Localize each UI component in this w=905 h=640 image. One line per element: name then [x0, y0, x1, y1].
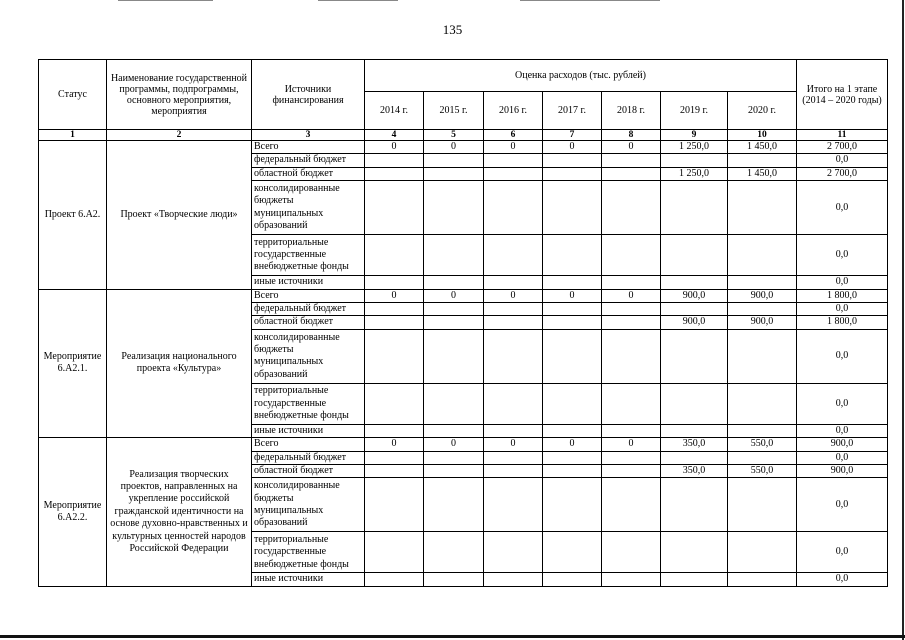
year-value-cell	[602, 424, 661, 437]
year-value-cell	[424, 573, 484, 586]
year-value-cell	[602, 181, 661, 235]
year-value-cell: 1 250,0	[661, 167, 728, 180]
year-value-cell	[661, 451, 728, 464]
total-value-cell: 0,0	[797, 424, 888, 437]
year-value-cell	[365, 451, 424, 464]
status-cell: Мероприятие 6.А2.2.	[39, 438, 107, 587]
year-value-cell: 0	[602, 141, 661, 154]
year-value-cell	[424, 532, 484, 573]
year-value-cell	[365, 532, 424, 573]
total-value-cell: 1 800,0	[797, 289, 888, 302]
year-value-cell	[365, 383, 424, 424]
header-year: 2015 г.	[424, 92, 484, 130]
total-value-cell: 0,0	[797, 154, 888, 167]
year-value-cell	[484, 235, 543, 276]
total-value-cell: 0,0	[797, 478, 888, 532]
year-value-cell: 0	[484, 438, 543, 451]
year-value-cell	[543, 235, 602, 276]
column-number: 11	[797, 130, 888, 141]
header-status: Статус	[39, 60, 107, 130]
year-value-cell	[424, 181, 484, 235]
right-scan-edge	[902, 0, 904, 640]
year-value-cell	[484, 154, 543, 167]
column-number: 6	[484, 130, 543, 141]
top-scan-line-left	[118, 0, 213, 1]
source-cell: федеральный бюджет	[252, 451, 365, 464]
column-number: 4	[365, 130, 424, 141]
source-cell: территориальные государственные внебюджетные фонды	[252, 383, 365, 424]
year-value-cell	[728, 235, 797, 276]
table-row	[39, 438, 888, 451]
year-value-cell	[543, 532, 602, 573]
source-cell: федеральный бюджет	[252, 303, 365, 316]
header-row-top	[39, 60, 888, 92]
source-cell: областной бюджет	[252, 316, 365, 329]
year-value-cell	[543, 424, 602, 437]
year-value-cell: 0	[484, 141, 543, 154]
source-cell: федеральный бюджет	[252, 154, 365, 167]
column-number-row	[39, 130, 888, 141]
column-number: 10	[728, 130, 797, 141]
year-value-cell: 550,0	[728, 438, 797, 451]
total-value-cell: 0,0	[797, 451, 888, 464]
year-value-cell	[661, 573, 728, 586]
year-value-cell	[543, 573, 602, 586]
year-value-cell	[424, 465, 484, 478]
year-value-cell: 900,0	[661, 316, 728, 329]
year-value-cell: 0	[424, 438, 484, 451]
year-value-cell	[543, 276, 602, 289]
header-name: Наименование государственной программы, подпрограммы, основного мероприятия, мероприятия	[107, 60, 252, 130]
year-value-cell	[728, 303, 797, 316]
year-value-cell	[424, 235, 484, 276]
year-value-cell: 0	[424, 289, 484, 302]
year-value-cell	[602, 532, 661, 573]
header-year: 2014 г.	[365, 92, 424, 130]
year-value-cell: 0	[424, 141, 484, 154]
year-value-cell	[484, 329, 543, 383]
source-cell: Всего	[252, 289, 365, 302]
year-value-cell	[728, 424, 797, 437]
column-number: 2	[107, 130, 252, 141]
year-value-cell	[661, 478, 728, 532]
column-number: 9	[661, 130, 728, 141]
year-value-cell	[484, 383, 543, 424]
year-value-cell	[728, 329, 797, 383]
year-value-cell: 350,0	[661, 438, 728, 451]
header-year: 2020 г.	[728, 92, 797, 130]
year-value-cell	[602, 573, 661, 586]
year-value-cell: 0	[365, 141, 424, 154]
year-value-cell	[365, 276, 424, 289]
total-value-cell: 2 700,0	[797, 167, 888, 180]
total-value-cell: 900,0	[797, 465, 888, 478]
year-value-cell	[543, 451, 602, 464]
year-value-cell: 0	[365, 289, 424, 302]
source-cell: областной бюджет	[252, 167, 365, 180]
year-value-cell	[602, 383, 661, 424]
year-value-cell	[602, 167, 661, 180]
total-value-cell: 1 800,0	[797, 316, 888, 329]
year-value-cell: 350,0	[661, 465, 728, 478]
status-cell: Проект 6.А2.	[39, 141, 107, 290]
year-value-cell	[484, 276, 543, 289]
year-value-cell	[543, 181, 602, 235]
year-value-cell	[543, 303, 602, 316]
year-value-cell	[424, 383, 484, 424]
column-number: 8	[602, 130, 661, 141]
header-estimate: Оценка расходов (тыс. рублей)	[365, 60, 797, 92]
source-cell: территориальные государственные внебюджетные фонды	[252, 532, 365, 573]
year-value-cell	[365, 154, 424, 167]
year-value-cell	[543, 316, 602, 329]
year-value-cell	[365, 424, 424, 437]
year-value-cell	[602, 478, 661, 532]
year-value-cell	[543, 383, 602, 424]
column-number: 1	[39, 130, 107, 141]
year-value-cell: 0	[543, 141, 602, 154]
year-value-cell	[602, 465, 661, 478]
header-sources: Источники финансирования	[252, 60, 365, 130]
year-value-cell	[484, 181, 543, 235]
column-number: 7	[543, 130, 602, 141]
top-scan-line-mid	[318, 0, 398, 1]
source-cell: иные источники	[252, 276, 365, 289]
total-value-cell: 0,0	[797, 329, 888, 383]
year-value-cell: 900,0	[728, 289, 797, 302]
year-value-cell: 1 450,0	[728, 141, 797, 154]
year-value-cell: 0	[602, 289, 661, 302]
total-value-cell: 0,0	[797, 383, 888, 424]
source-cell: консолидированные бюджеты муниципальных образований	[252, 478, 365, 532]
total-value-cell: 0,0	[797, 532, 888, 573]
year-value-cell	[365, 303, 424, 316]
year-value-cell	[543, 465, 602, 478]
total-value-cell: 0,0	[797, 235, 888, 276]
year-value-cell	[365, 181, 424, 235]
year-value-cell	[661, 532, 728, 573]
year-value-cell	[543, 167, 602, 180]
year-value-cell	[484, 465, 543, 478]
year-value-cell	[661, 154, 728, 167]
name-cell: Реализация творческих проектов, направленных на укрепление российской гражданской идентичности на основе духовно-нравственных и культурных ценностей народов Российской Федерации	[107, 438, 252, 587]
year-value-cell	[602, 329, 661, 383]
year-value-cell	[728, 451, 797, 464]
year-value-cell	[424, 478, 484, 532]
year-value-cell	[661, 383, 728, 424]
total-value-cell: 900,0	[797, 438, 888, 451]
year-value-cell	[728, 573, 797, 586]
year-value-cell	[661, 329, 728, 383]
source-cell: иные источники	[252, 573, 365, 586]
year-value-cell	[484, 532, 543, 573]
total-value-cell: 0,0	[797, 573, 888, 586]
name-cell: Проект «Творческие люди»	[107, 141, 252, 290]
year-value-cell	[661, 181, 728, 235]
year-value-cell	[424, 154, 484, 167]
header-year: 2017 г.	[543, 92, 602, 130]
bottom-scan-edge	[0, 635, 905, 638]
year-value-cell	[728, 181, 797, 235]
year-value-cell: 550,0	[728, 465, 797, 478]
year-value-cell	[365, 465, 424, 478]
year-value-cell: 900,0	[728, 316, 797, 329]
year-value-cell	[661, 303, 728, 316]
year-value-cell	[365, 573, 424, 586]
year-value-cell	[424, 329, 484, 383]
total-value-cell: 0,0	[797, 181, 888, 235]
top-scan-line-right	[520, 0, 660, 1]
year-value-cell: 0	[602, 438, 661, 451]
year-value-cell	[484, 316, 543, 329]
year-value-cell	[602, 316, 661, 329]
status-cell: Мероприятие 6.А2.1.	[39, 289, 107, 438]
year-value-cell	[602, 235, 661, 276]
year-value-cell	[543, 154, 602, 167]
source-cell: иные источники	[252, 424, 365, 437]
year-value-cell: 1 250,0	[661, 141, 728, 154]
year-value-cell	[365, 316, 424, 329]
year-value-cell: 1 450,0	[728, 167, 797, 180]
year-value-cell	[424, 276, 484, 289]
total-value-cell: 2 700,0	[797, 141, 888, 154]
year-value-cell	[484, 424, 543, 437]
year-value-cell	[424, 167, 484, 180]
year-value-cell	[728, 383, 797, 424]
header-year: 2018 г.	[602, 92, 661, 130]
year-value-cell: 0	[365, 438, 424, 451]
total-value-cell: 0,0	[797, 303, 888, 316]
year-value-cell	[365, 478, 424, 532]
column-number: 3	[252, 130, 365, 141]
year-value-cell	[365, 235, 424, 276]
year-value-cell: 0	[543, 438, 602, 451]
year-value-cell: 0	[484, 289, 543, 302]
total-value-cell: 0,0	[797, 276, 888, 289]
year-value-cell	[365, 167, 424, 180]
year-value-cell	[602, 303, 661, 316]
column-number: 5	[424, 130, 484, 141]
year-value-cell	[661, 424, 728, 437]
source-cell: Всего	[252, 438, 365, 451]
year-value-cell: 900,0	[661, 289, 728, 302]
year-value-cell	[424, 303, 484, 316]
year-value-cell	[484, 303, 543, 316]
year-value-cell	[424, 316, 484, 329]
year-value-cell	[424, 424, 484, 437]
year-value-cell	[484, 167, 543, 180]
year-value-cell	[365, 329, 424, 383]
table-row	[39, 141, 888, 154]
header-year: 2019 г.	[661, 92, 728, 130]
year-value-cell	[728, 532, 797, 573]
year-value-cell	[602, 276, 661, 289]
year-value-cell	[728, 276, 797, 289]
name-cell: Реализация национального проекта «Культура»	[107, 289, 252, 438]
source-cell: Всего	[252, 141, 365, 154]
year-value-cell	[484, 478, 543, 532]
year-value-cell	[484, 573, 543, 586]
source-cell: консолидированные бюджеты муниципальных образований	[252, 181, 365, 235]
table-row	[39, 289, 888, 302]
source-cell: областной бюджет	[252, 465, 365, 478]
year-value-cell	[484, 451, 543, 464]
year-value-cell	[602, 451, 661, 464]
year-value-cell	[543, 478, 602, 532]
year-value-cell	[661, 276, 728, 289]
source-cell: консолидированные бюджеты муниципальных образований	[252, 329, 365, 383]
year-value-cell	[661, 235, 728, 276]
page-number: 135	[442, 22, 463, 37]
year-value-cell	[543, 329, 602, 383]
year-value-cell	[728, 478, 797, 532]
year-value-cell	[602, 154, 661, 167]
year-value-cell	[728, 154, 797, 167]
budget-table	[38, 59, 888, 587]
header-year: 2016 г.	[484, 92, 543, 130]
source-cell: территориальные государственные внебюджетные фонды	[252, 235, 365, 276]
year-value-cell: 0	[543, 289, 602, 302]
year-value-cell	[424, 451, 484, 464]
header-total: Итого на 1 этапе (2014 – 2020 годы)	[797, 60, 888, 130]
